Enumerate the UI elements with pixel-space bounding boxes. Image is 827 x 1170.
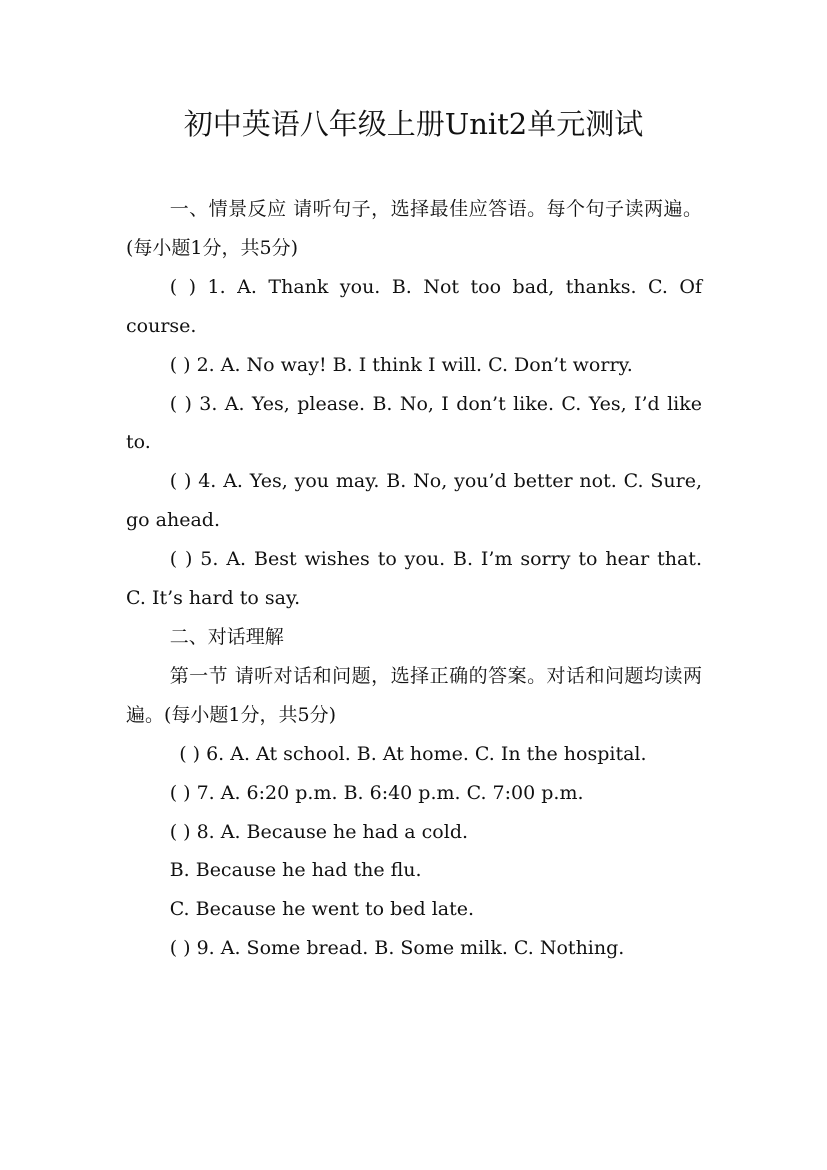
section-heading: 二、对话理解: [169, 625, 284, 648]
question-item: ( ) 9. A. Some bread. B. Some milk. C. Nothing.: [169, 937, 625, 960]
section-instruction: 第一节 请听对话和问题，选择正确的答案。对话和问题均读两遍。(每小题1分，共5分): [126, 664, 702, 726]
question-item: ( ) 8. A. Because he had a cold.: [169, 820, 469, 843]
question-item: ( ) 7. A. 6:20 p.m. B. 6:40 p.m. C. 7:00 p.m.: [169, 781, 584, 804]
answer-option: C. Because he went to bed late.: [169, 898, 475, 921]
answer-option: B. Because he had the flu.: [169, 859, 422, 882]
document-title: 初中英语八年级上册Unit2单元测试: [183, 107, 644, 141]
question-item: ( ) 4. A. Yes, you may. B. No, you’d better not. C. Sure, go ahead.: [126, 470, 702, 532]
question-item: ( ) 6. A. At school. B. At home. C. In the hospital.: [179, 742, 647, 765]
question-item: ( ) 1. A. Thank you. B. Not too bad, thanks. C. Of course.: [126, 275, 702, 337]
question-item: ( ) 3. A. Yes, please. B. No, I don’t like. C. Yes, I’d like to.: [126, 392, 702, 454]
document-body: [126, 190, 702, 968]
question-item: ( ) 5. A. Best wishes to you. B. I’m sorry to hear that. C. It’s hard to say.: [126, 548, 702, 610]
question-item: ( ) 2. A. No way! B. I think I will. C. Don’t worry.: [169, 353, 633, 376]
section-heading: 一、情景反应 请听句子，选择最佳应答语。每个句子读两遍。(每小题1分，共5分): [126, 198, 702, 259]
